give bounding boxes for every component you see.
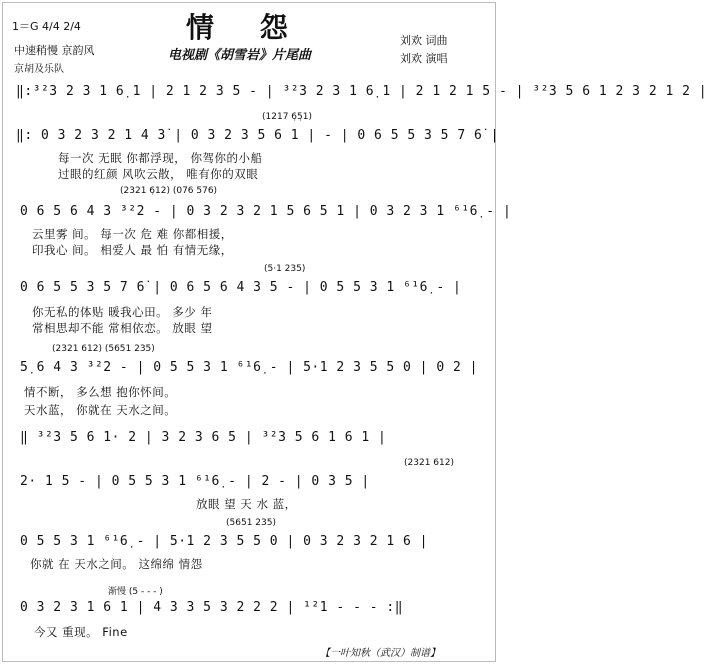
score-line-notes: 0 6 5 6 4 3 ³²2 - | 0 3 2 3 2 1 5 6 5 1 | 0 3 2 3 1 ⁶¹6̣ - | — [20, 204, 512, 219]
score-line-lyrics-1: 你无私的体贴 暖我心田。 多少 年 — [32, 305, 213, 319]
score-line-lyrics-2: 常相思却不能 常相依恋。 放眼 望 — [32, 321, 213, 335]
score-line-notes: ‖ ³²3 5 6 1· 2 | 3 2 3 6 5 | ³²3 5 6 1 6 1 | — [20, 430, 387, 445]
score-line-lyrics-2: 印我心 间。 相爱人 最 怕 有情无缘， — [32, 243, 233, 257]
score-line-notes: ‖: 0 3 2 3 2 1 4 3̇ | 0 3 2 3 5 6 1 | - | 0 6 5 5 3 5 7 6̇ | — [16, 128, 499, 143]
score-line-lyrics-1: 情不断， 多么想 抱你怀间。 — [24, 385, 177, 399]
score-line-notes: 2· 1 5 - | 0 5 5 3 1 ⁶¹6̣ - | 2 - | 0 3 5 | — [20, 474, 370, 489]
score-line-ornament: (5651 235) — [226, 518, 276, 528]
score-line-ornament: 渐慢 (5 - - - ) — [108, 587, 163, 597]
singer-credit: 刘欢 演唱 — [400, 52, 448, 65]
instrumentation-label: 京胡及乐队 — [14, 64, 64, 75]
score-line-lyrics-1: 每一次 无眠 你都浮现， 你驾你的小船 — [58, 151, 263, 165]
lyricist-credit: 刘欢 词曲 — [400, 34, 448, 47]
score-line-ornament: (2321 612) (5651 235) — [52, 344, 155, 354]
score-line-lyrics-2: 天水蓝， 你就在 天水之间。 — [24, 403, 177, 417]
score-line-notes: 5̣ 6 4 3 ³²2 - | 0 5 5 3 1 ⁶¹6̣ - | 5·1 2 3 5 5 0 | 0 2 | — [20, 360, 478, 375]
footer-credit: 【一叶知秋（武汉）制谱】 — [320, 648, 440, 659]
page-title: 情 怨 — [186, 11, 306, 44]
page-subtitle: 电视剧《胡雪岩》片尾曲 — [168, 48, 312, 63]
score-line-notes: 0 3 2 3 1 6 1 | 4 3 3 5 3 2 2 2 | ¹²1 - - - :‖ — [20, 600, 404, 615]
score-line-ornament: (2321 612) — [404, 458, 454, 468]
score-line-lyrics-1: 云里雾 间。 每一次 危 难 你都相援， — [32, 227, 233, 241]
score-line-lyrics-1: 今又 重现。 Fine — [34, 625, 128, 639]
score-line-ornament: (5·1 235) — [264, 264, 306, 274]
key-signature: 1＝G 4/4 2/4 — [12, 20, 81, 33]
score-line-ornament: (1217 6̣5̣1) — [262, 112, 312, 122]
score-line-notes: 0 5 5 3 1 ⁶¹6̣ - | 5·1 2 3 5 5 0 | 0 3 2 3 2 1 6 | — [20, 534, 429, 549]
score-line-ornament: (2321 6̣12) (076 576) — [120, 186, 218, 196]
tempo-marking: 中速稍慢 京韵风 — [14, 44, 95, 57]
score-line-lyrics-1: 你就 在 天水之间。 这绵绵 情怨 — [30, 557, 203, 571]
score-line-lyrics-2: 过眼的红颜 风吹云散， 唯有你的双眼 — [58, 167, 259, 181]
score-line-lyrics-1: 放眼 望 天 水 蓝， — [196, 497, 297, 511]
score-line-notes: ‖:³²3 2 3 1 6̣ 1 | 2 1 2 3 5 - | ³²3 2 3 1 6̣ 1 | 2 1 2 1 5 - | ³²3 5 6 1 2 3 2 1 2 | — [16, 84, 707, 99]
score-line-notes: 0 6 5 5 3 5 7 6̇ | 0 6 5 6 4 3 5 - | 0 5 5 3 1 ⁶¹6̣ - | — [20, 280, 462, 295]
